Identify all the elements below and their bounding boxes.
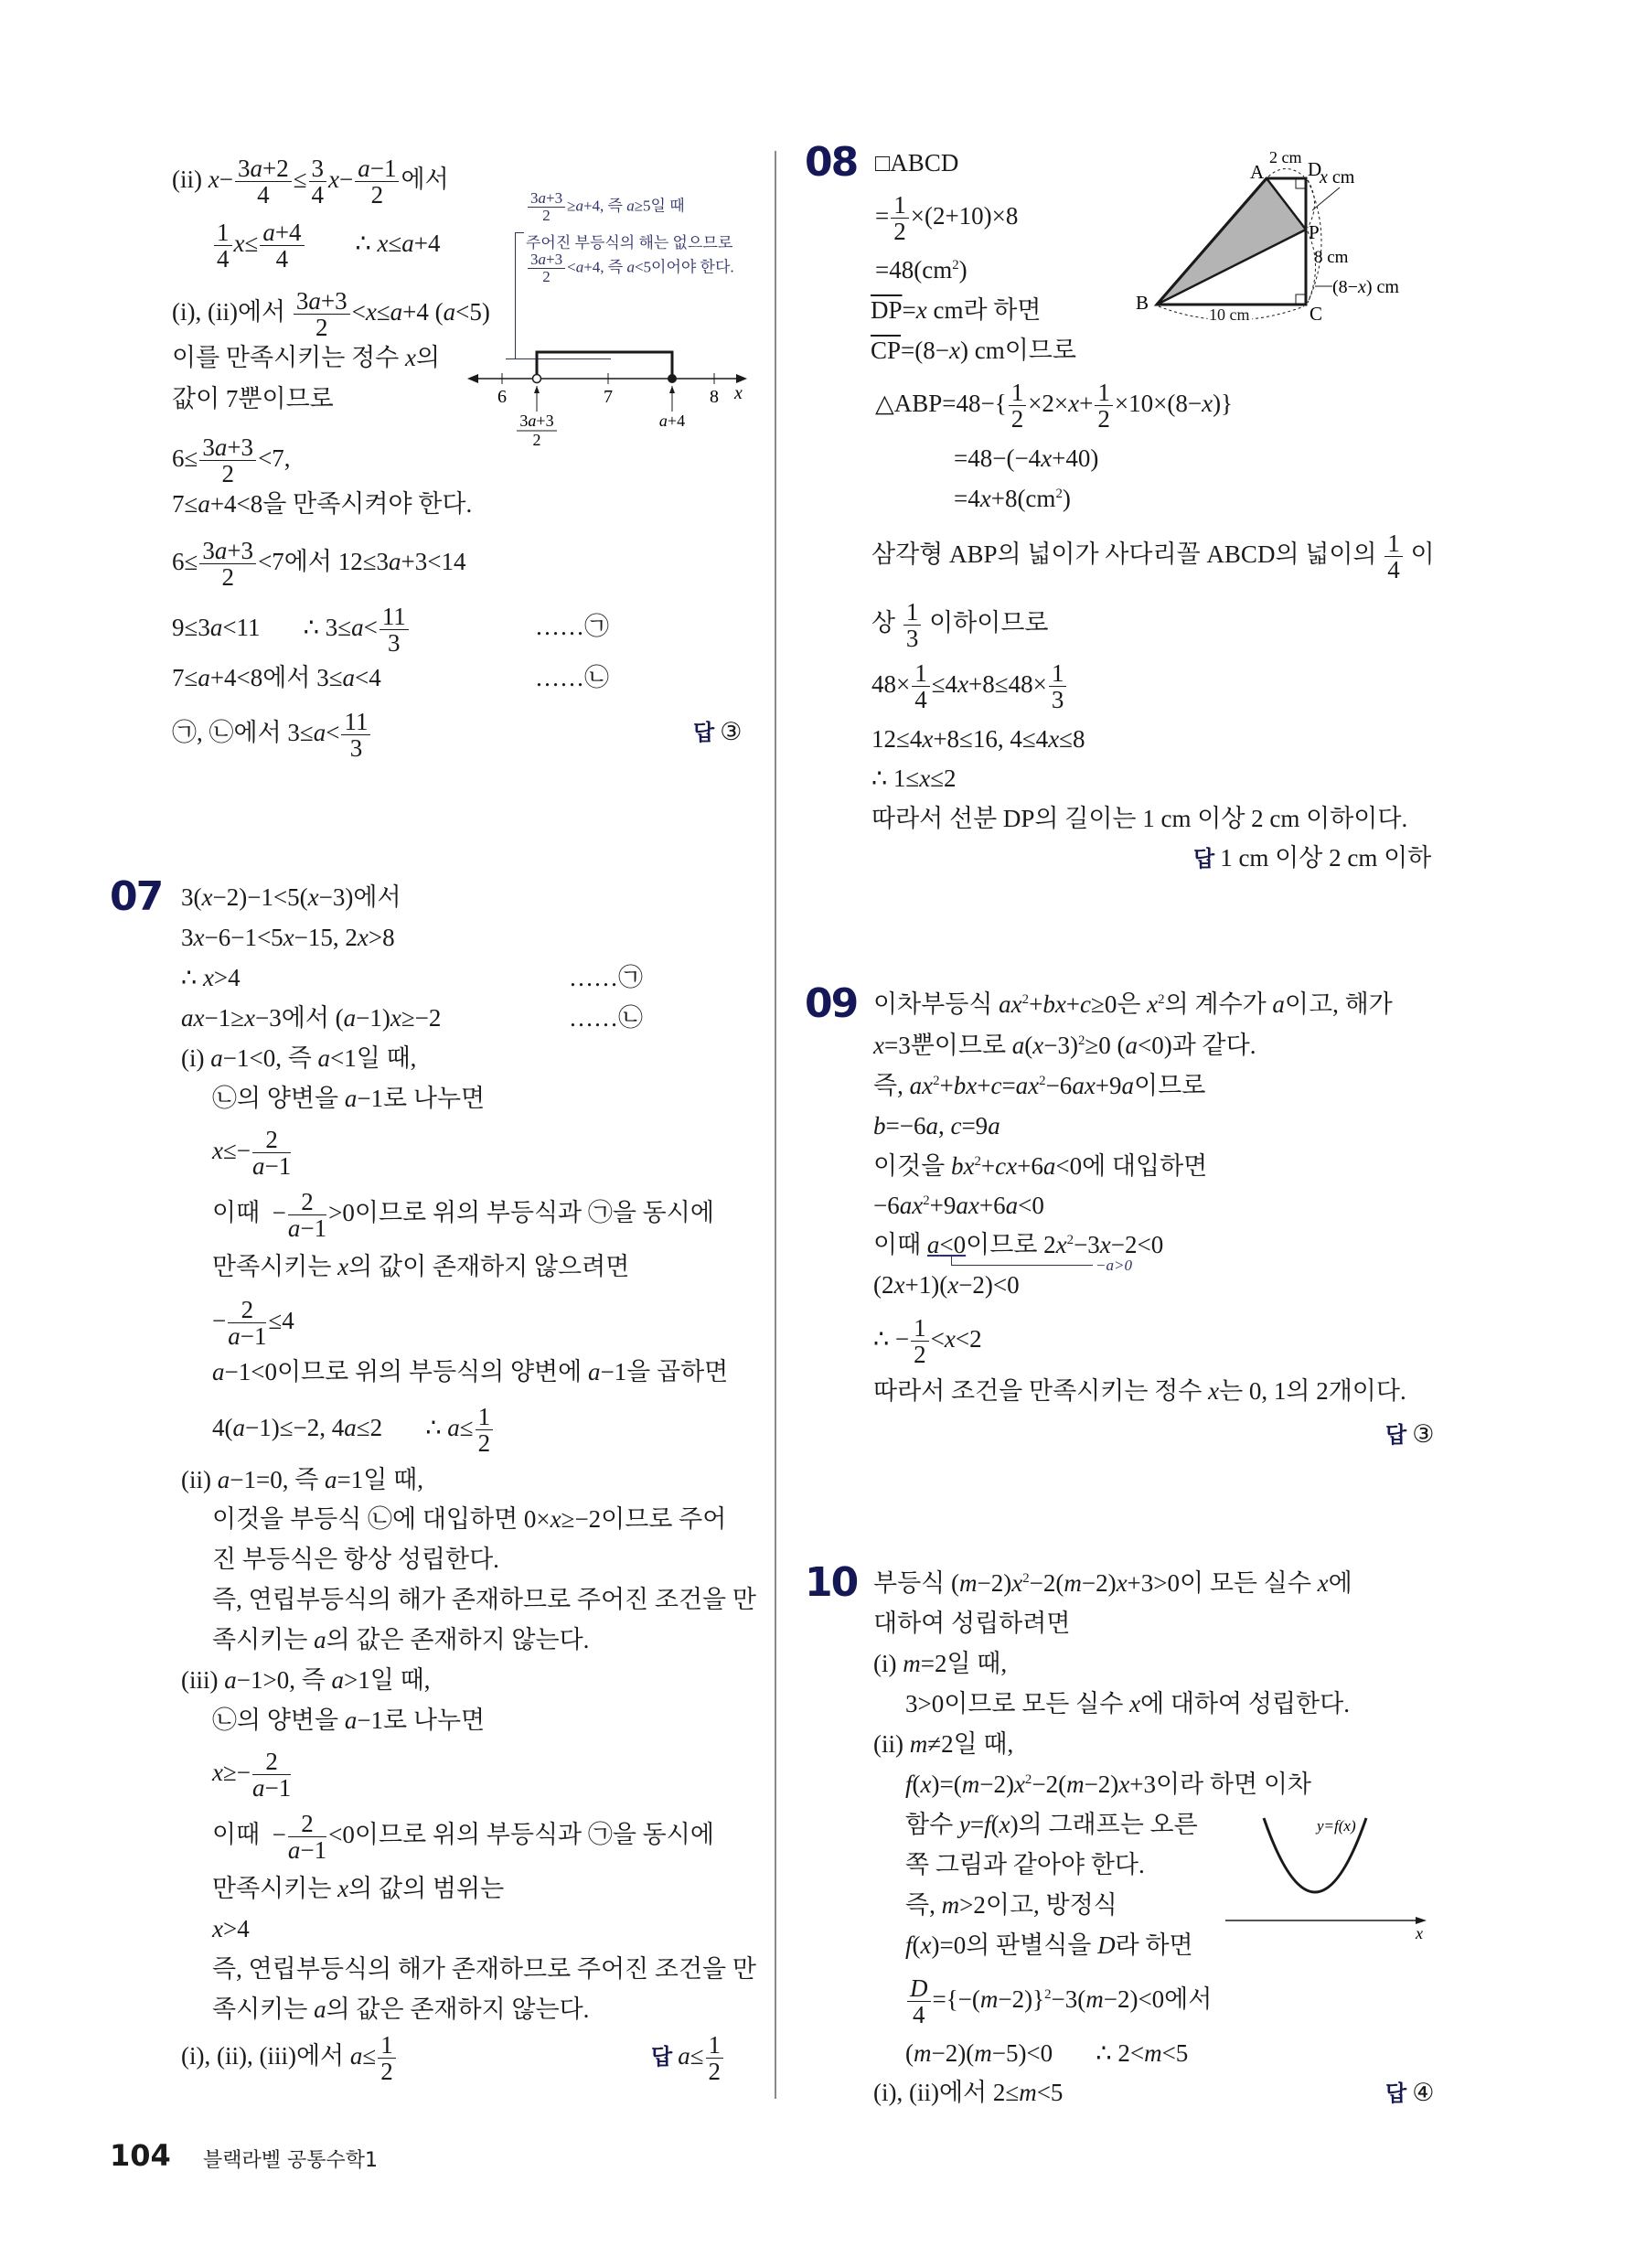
problem-number: 10 [805,1559,858,1606]
solution-line: 이때 a<0이므로 $2x^2-3x-2<0$ [873,1231,1164,1258]
solution-line: 값이 7뿐이므로 [172,385,334,412]
solution-line: − $\frac{2}{a-1}$ ≤4 [212,1296,294,1351]
svg-text:2 cm: 2 cm [1269,148,1302,166]
solution-line: (i) a−1<0, 즉 a<1일 때, [181,1044,417,1072]
solution-line: (i), (ii)에서 2≤m<5 [873,2079,1064,2106]
solution-line: 이때 − $\frac{2}{a-1}$ >0이므로 위의 부등식과 ㉠을 동시에 [212,1188,714,1243]
solution-line: = $\frac{1}{2}$ ×(2+10)×8 [875,191,1019,246]
solution-line: 4(a−1)≤−2, 4a≤2 ∴ a≤ $\frac{1}{2}$ [212,1404,495,1457]
svg-text:B: B [1136,292,1149,314]
solution-line: $f(x)=(m-2)x^2-2(m-2)x+3$이라 하면 이차 [905,1771,1311,1798]
solution-line: $-6ax^2+9ax+6a<0$ [873,1192,1044,1219]
solution-line: ∴ x>4 [181,964,241,991]
solution-line: x=3뿐이므로 $a(x-3)^2\ge 0$ (a<0)과 같다. [873,1032,1256,1059]
solution-line: 족시키는 a의 값은 존재하지 않는다. [212,1626,590,1653]
solution-line: ㉠, ㉡에서 3≤a< $\frac{11}{3}$ [172,709,372,762]
answer: 답 ③ [693,718,743,745]
solution-line: 7≤a+4<8을 만족시켜야 한다. [172,490,473,518]
solution-line: 3>0이므로 모든 실수 x에 대하여 성립한다. [905,1690,1350,1717]
solution-line: $\overline{DP}=x$ cm라 하면 [871,296,1042,324]
solution-line: 함수 y=f(x)의 그래프는 오른 [905,1811,1198,1838]
solution-line: (i) m=2일 때, [873,1650,1008,1677]
solution-line: ax−1≥x−3에서 (a−1)x≥−2 [181,1004,442,1032]
side-note: −a>0 [1096,1257,1132,1274]
solution-line: $\frac{D}{4}$ $=\{-(m-2)\}^2-3(m-2)<0$에서 [905,1975,1212,2028]
svg-text:8 cm: 8 cm [1314,248,1349,267]
answer: 답 1 cm 이상 2 cm 이하 [1193,844,1432,872]
solution-line: 이것을 부등식 ㉡에 대입하면 0×x≥−2이므로 주어 [212,1505,727,1533]
side-note: 주어진 부등식의 해는 없으므로 [526,234,733,251]
svg-text:8: 8 [710,387,719,407]
note-bracket [951,1265,1093,1266]
problem-number: 08 [805,139,858,186]
svg-text:D: D [1308,158,1322,180]
solution-line: 48× $\frac{1}{4}$ ≤4x+8≤48× $\frac{1}{3}$ [871,660,1068,713]
svg-text:x cm: x cm [1320,167,1355,187]
solution-line: (2x+1)(x−2)<0 [873,1271,1020,1299]
solution-line: $\overline{CP}=(8-x)$ cm이므로 [871,337,1076,364]
svg-text:2: 2 [532,431,541,448]
solution-line: 6≤ $\frac{3a+3}{2}$ <7, [172,433,291,488]
svg-text:P: P [1309,221,1320,243]
solution-line: 이를 만족시키는 정수 x의 [172,344,441,371]
solution-line: 만족시키는 x의 값의 범위는 [212,1875,505,1902]
label-nieun: ……㉡ [569,1004,643,1032]
note-bracket [515,232,524,233]
solution-line: 쪽 그림과 같아야 한다. [905,1851,1145,1878]
solution-line: $=4x+8(cm^2)$ [954,485,1071,512]
solution-line: (ii) a−1=0, 즉 a=1일 때, [181,1466,423,1493]
svg-text:C: C [1310,303,1323,325]
solution-line: 따라서 조건을 만족시키는 정수 x는 0, 1의 2개이다. [873,1377,1406,1405]
number-line-figure [462,338,754,448]
solution-line: $=48(cm^2)$ [875,256,968,284]
solution-line: (ii) m≠2일 때, [873,1730,1014,1758]
answer: 답 a≤ $\frac{1}{2}$ [651,2032,725,2085]
solution-line: (ii) x− $\frac{3a+2}{4}$ ≤ $\frac{3}{4}$ x− $\frac{a-1}{2}$ 에서 [172,155,449,209]
svg-text:7: 7 [604,387,613,407]
solution-line: x≥− $\frac{2}{a-1}$ [212,1748,292,1803]
solution-line: 만족시키는 x의 값이 존재하지 않으려면 [212,1253,630,1280]
parabola-graph [1225,1811,1445,1966]
solution-line: $\frac{1}{4}$ x≤ $\frac{a+4}{4}$ ∴ x≤a+4 [212,219,441,273]
solution-line: 이때 − $\frac{2}{a-1}$ <0이므로 위의 부등식과 ㉠을 동시에 [212,1810,714,1865]
solution-line: 즉, m>2이고, 방정식 [905,1891,1117,1919]
svg-text:A: A [1250,161,1265,183]
solution-line: x>4 [212,1915,250,1942]
solution-line: (i), (ii), (iii)에서 a≤ $\frac{1}{2}$ [181,2032,398,2085]
trapezoid-figure [1120,146,1449,329]
svg-text:(8−x) cm: (8−x) cm [1332,277,1399,297]
problem-number: 07 [110,873,163,920]
solution-line: 즉, 연립부등식의 해가 존재하므로 주어진 조건을 만 [212,1586,756,1613]
solution-line: 진 부등식은 항상 성립한다. [212,1546,499,1573]
svg-text:a+4: a+4 [658,412,686,430]
solution-line: 삼각형 ABP의 넓이가 사다리꼴 ABCD의 넓이의 $\frac{1}{4}$ 이 [871,530,1435,584]
solution-line: 즉, $ax^2+bx+c=ax^2-6ax+9a$이므로 [873,1072,1206,1099]
svg-text:6: 6 [497,387,507,407]
svg-text:3a+3: 3a+3 [519,412,554,430]
solution-line: △ABP=48−{ $\frac{1}{2}$ ×2×x+ $\frac{1}{2}$ ×10×(8−x)} [875,379,1234,433]
page-number: 104 [110,2138,171,2173]
label-nieun: ……㉡ [535,664,609,691]
answer: 답 ④ [1385,2079,1435,2106]
answer: 답 ③ [1385,1420,1435,1448]
solution-line: 12≤4x+8≤16, 4≤4x≤8 [871,725,1085,753]
solution-line: 이것을 $bx^2+cx+6a<0$에 대입하면 [873,1152,1208,1180]
label-giyeok: ……㉠ [569,964,643,991]
book-title: 블랙라벨 공통수학1 [203,2149,379,2172]
solution-line: a−1<0이므로 위의 부등식의 양변에 a−1을 곱하면 [212,1358,729,1385]
solution-line: ㉡의 양변을 a−1로 나누면 [212,1706,486,1734]
solution-line: =48−(−4x+40) [954,444,1099,472]
column-divider [775,151,776,2099]
solution-line: (i), (ii)에서 $\frac{3a+3}{2}$ <x≤a+4 (a<5) [172,287,490,342]
solution-line: 상 $\frac{1}{3}$ 이하이므로 [871,598,1049,653]
label-giyeok: ……㉠ [535,613,609,640]
solution-line: ∴ − $\frac{1}{2}$ <x<2 [873,1314,982,1369]
svg-text:x: x [1416,1924,1423,1942]
solution-line: 9≤3a<11 ∴ 3≤a< $\frac{11}{3}$ [172,604,411,657]
solution-line: (iii) a−1>0, 즉 a>1일 때, [181,1666,431,1694]
solution-line: 3(x−2)−1<5(x−3)에서 [181,883,401,911]
solution-line: b=−6a, c=9a [873,1112,1000,1139]
solution-line: x≤− $\frac{2}{a-1}$ [212,1126,292,1181]
solution-line: ㉡의 양변을 a−1로 나누면 [212,1085,486,1112]
svg-text:10 cm: 10 cm [1209,305,1250,324]
side-note: $\frac{3a+3}{2}$ <a+4, 즉 a<5이어야 한다. [526,251,734,285]
solution-line: 즉, 연립부등식의 해가 존재하므로 주어진 조건을 만 [212,1955,756,1983]
note-bracket [951,1257,952,1265]
solution-line: □ABCD [875,149,959,177]
svg-text:y=f(x): y=f(x) [1317,1817,1356,1835]
side-note: $\frac{3a+3}{2}$ ≥a+4, 즉 a≥5일 때 [526,190,685,224]
solution-line: ∴ 1≤x≤2 [871,765,957,792]
solution-line: 6≤ $\frac{3a+3}{2}$ <7에서 12≤3a+3<14 [172,537,466,592]
solution-line: (m−2)(m−5)<0 ∴ 2<m<5 [905,2039,1189,2067]
solution-line: 부등식 $(m-2)x^2-2(m-2)x+3>0$이 모든 실수 x에 [873,1569,1352,1597]
solution-line: 족시키는 a의 값은 존재하지 않는다. [212,1995,590,2023]
solution-line: f(x)=0의 판별식을 D라 하면 [905,1931,1193,1959]
solution-line: 따라서 선분 DP의 길이는 1 cm 이상 2 cm 이하이다. [871,805,1408,832]
solution-line: 3x−6−1<5x−15, 2x>8 [181,924,395,951]
problem-number: 09 [805,980,858,1027]
solution-line: 대하여 성립하려면 [873,1610,1071,1637]
svg-text:x: x [734,383,743,403]
solution-line: 이차부등식 $ax^2+bx+c\ge 0$은 $x^2$의 계수가 a이고, 해가 [873,990,1393,1018]
solution-line: 7≤a+4<8에서 3≤a<4 [172,664,381,691]
